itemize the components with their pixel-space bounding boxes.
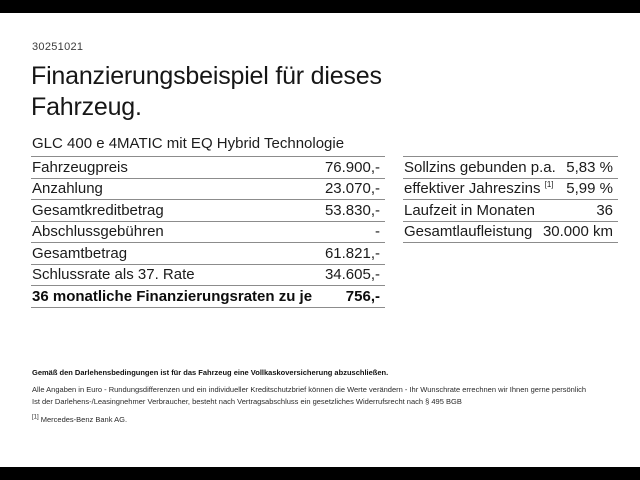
page-title: Finanzierungsbeispiel für dieses Fahrzeug. [31, 62, 382, 121]
fineprint-line-widerrufsrecht: Ist der Darlehens-/Leasingnehmer Verbraucher, besteht nach Vertragsabschluss ein gesetzliches Widerrufsrecht nach § 495 BGB [32, 397, 462, 406]
table-row-abschlussgebuehren [31, 221, 385, 243]
row-label: Abschlussgebühren [32, 223, 164, 241]
table-row-effektiver-jahreszins [403, 178, 618, 200]
row-value: 76.900,- [324, 158, 380, 176]
row-value: 23.070,- [324, 180, 380, 198]
row-label: Sollzins gebunden p.a. [404, 158, 556, 176]
footnote-marker: [1] [32, 414, 39, 421]
row-label: Gesamtlaufleistung [404, 223, 533, 241]
row-value: 30.000 km [542, 223, 613, 241]
document-number: 30251021 [32, 41, 84, 53]
financing-table [31, 156, 385, 308]
row-value: 61.821,- [324, 244, 380, 262]
row-label: effektiver Jahreszins [404, 180, 541, 198]
row-value: 53.830,- [324, 201, 380, 219]
table-row-gesamtlaufleistung [403, 221, 618, 243]
table-row-gesamtbetrag [31, 242, 385, 264]
row-label: 36 monatliche Finanzierungsraten zu je [32, 287, 313, 305]
table-row-anzahlung [31, 178, 385, 200]
row-value: 36 [596, 201, 613, 219]
table-row-laufzeit [403, 199, 618, 221]
fineprint-footnote [32, 414, 624, 426]
fineprint-block [32, 367, 624, 426]
conditions-table [403, 156, 618, 243]
vehicle-model-subtitle: GLC 400 e 4MATIC mit EQ Hybrid Technologie [32, 135, 345, 152]
row-label: Gesamtkreditbetrag [32, 201, 164, 219]
row-label: Schlussrate als 37. Rate [32, 266, 195, 284]
row-label: Gesamtbetrag [32, 244, 128, 262]
row-label: Laufzeit in Monaten [404, 201, 535, 219]
row-value: 756,- [345, 287, 380, 305]
fineprint-insurance-note: Gemäß den Darlehensbedingungen ist für das Fahrzeug eine Vollkaskoversicherung abzuschließen. [32, 368, 389, 377]
row-value: - [375, 223, 380, 241]
table-row-gesamtkreditbetrag [31, 199, 385, 221]
footnote-source: Mercedes-Benz Bank AG. [38, 415, 128, 424]
row-label: Fahrzeugpreis [32, 158, 128, 176]
table-row-monatsrate [31, 285, 385, 307]
table-row-sollzins [403, 156, 618, 178]
row-value: 5,99 % [566, 180, 613, 198]
letterbox-bar-bottom [0, 467, 640, 480]
fineprint-line-euro: Alle Angaben in Euro - Rundungsdifferenzen und ein individueller Kreditschutzbrief können die Werte verändern - Ihr Wunschrate errechnen wir Ihnen gerne persönlich [32, 385, 587, 394]
table-row-schlussrate [31, 264, 385, 286]
table-row-fahrzeugpreis [31, 156, 385, 178]
row-label: Anzahlung [32, 180, 103, 198]
row-value: 5,83 % [566, 158, 613, 176]
letterbox-bar-top [0, 0, 640, 13]
footnote-marker: [1] [544, 180, 554, 190]
row-value: 34.605,- [324, 266, 380, 284]
